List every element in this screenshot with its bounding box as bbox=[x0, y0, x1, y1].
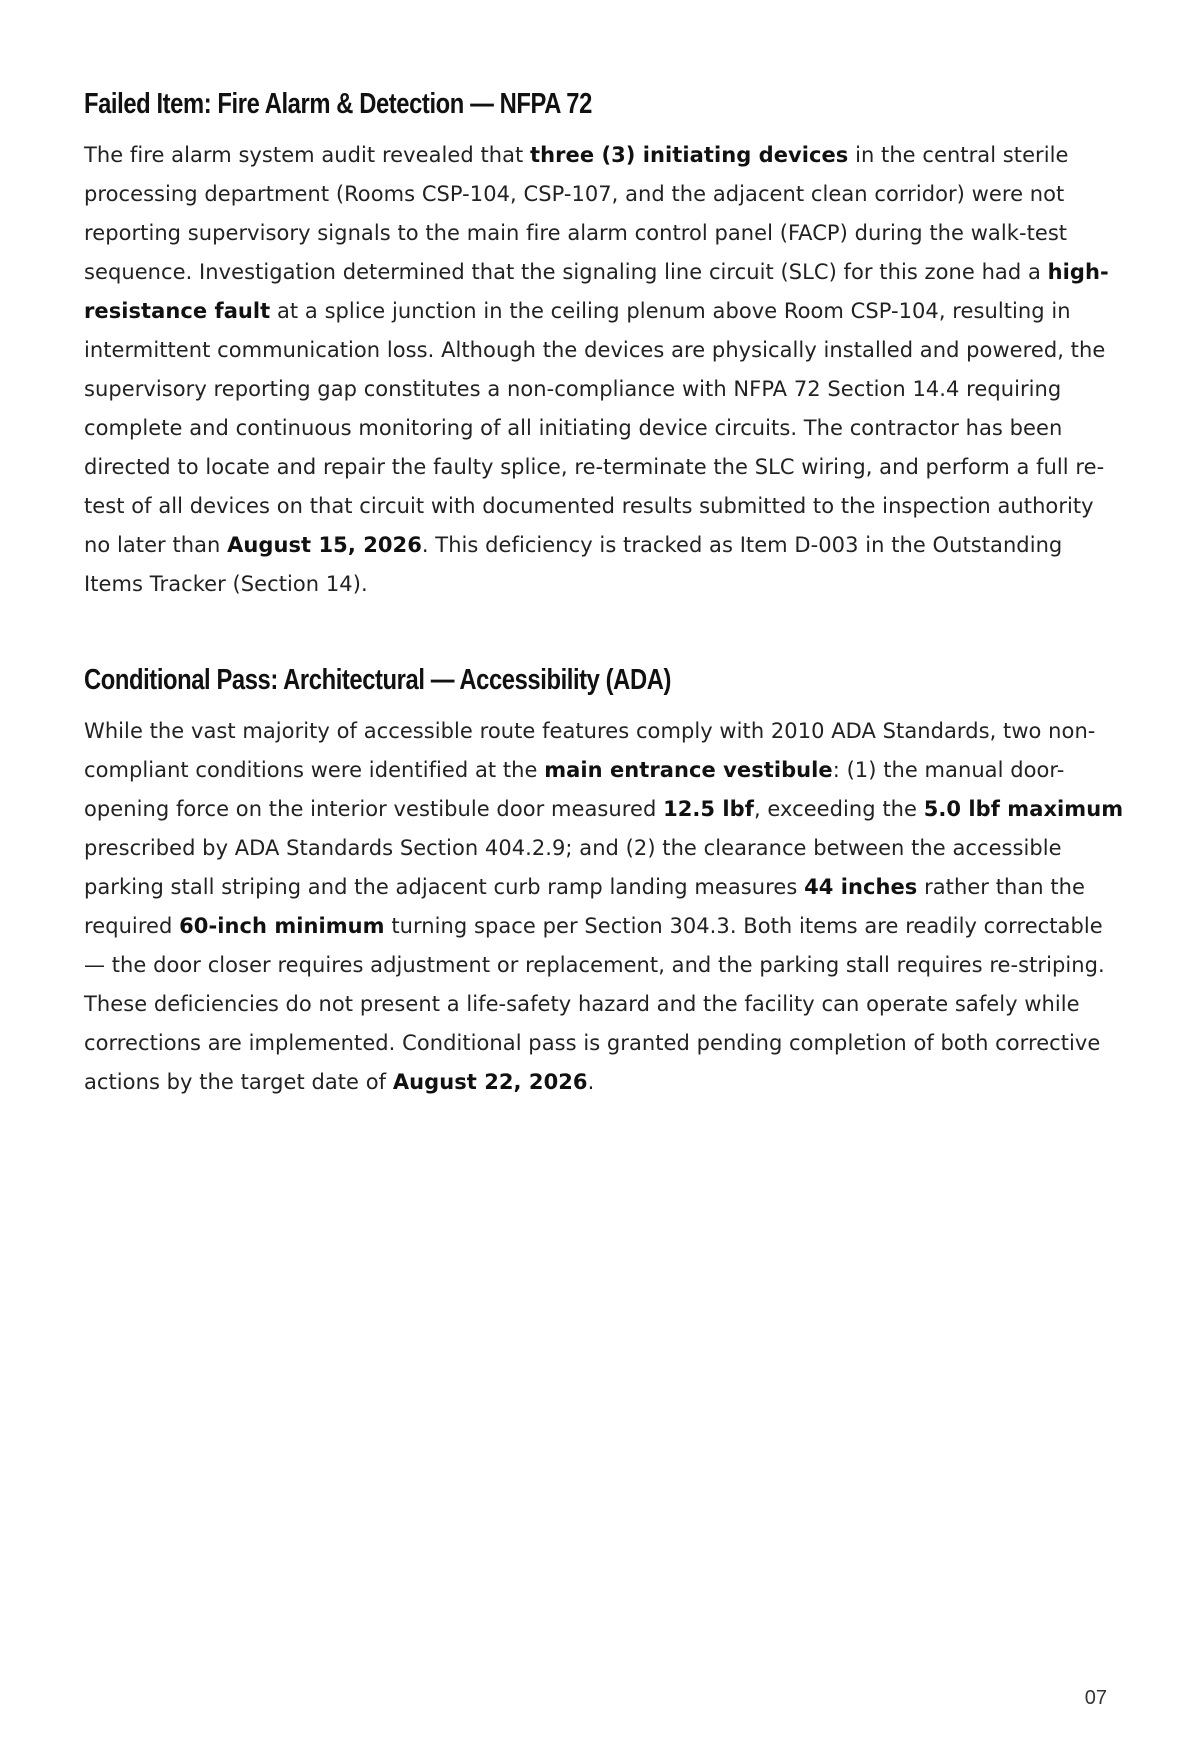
body-text: : (1) the manual door-opening force on the interior vestibule door measured bbox=[84, 758, 1065, 821]
page-number: 07 bbox=[1084, 1687, 1107, 1709]
body-text: . This deficiency is tracked as Item D-003 in the Outstanding Items Tracker (Section 14). bbox=[84, 533, 1063, 596]
body-emphasis: 12.5 lbf bbox=[663, 797, 754, 821]
body-text: While the vast majority of accessible route features comply with 2010 ADA Standards, two non-compliant conditions were identified at the bbox=[84, 719, 1096, 782]
document-page bbox=[84, 84, 1124, 1102]
body-text: prescribed by ADA Standards Section 404.2.9; and (2) the clearance between the accessible parking stall striping and the adjacent curb ramp landing measures bbox=[84, 836, 1062, 899]
body-emphasis: three (3) initiating devices bbox=[530, 143, 849, 167]
body-text: . bbox=[587, 1070, 595, 1094]
body-emphasis: August 15, 2026 bbox=[227, 533, 422, 557]
section-body bbox=[84, 712, 1124, 1102]
body-emphasis: 60-inch minimum bbox=[179, 914, 385, 938]
body-text: , exceeding the bbox=[753, 797, 924, 821]
body-text: turning space per Section 304.3. Both items are readily correctable — the door closer requires adjustment or replacement, and the parking stall requires re-striping. These deficiencies do not present a life-safety hazard and the facility can operate safely while corrections are implemented. Conditional pass is granted pending completion of both corrective actions by the target date of bbox=[84, 914, 1105, 1094]
body-emphasis: 44 inches bbox=[804, 875, 918, 899]
body-text: in the central sterile processing department (Rooms CSP-104, CSP-107, and the adjacent clean corridor) were not reporting supervisory signals to the main fire alarm control panel (FACP) during the walk-test sequence. Investigation determined that the signaling line circuit (SLC) for this zone had a bbox=[84, 143, 1069, 284]
body-emphasis: August 22, 2026 bbox=[392, 1070, 588, 1094]
body-text: rather than the required bbox=[84, 875, 1085, 938]
section-heading: Failed Item: Fire Alarm & Detection — NFPA 72 bbox=[84, 88, 592, 120]
body-text: The fire alarm system audit revealed that bbox=[84, 143, 531, 167]
section-body bbox=[84, 136, 1124, 604]
body-emphasis: 5.0 lbf maximum bbox=[923, 797, 1124, 821]
section-heading: Conditional Pass: Architectural — Accessibility (ADA) bbox=[84, 664, 671, 696]
body-emphasis: high-resistance fault bbox=[84, 260, 1109, 323]
section-accessibility bbox=[84, 660, 1124, 1102]
body-emphasis: main entrance vestibule bbox=[544, 758, 833, 782]
section-fire-alarm bbox=[84, 84, 1124, 604]
body-text: at a splice junction in the ceiling plenum above Room CSP-104, resulting in intermittent communication loss. Although the devices are physically installed and powered, the supervisory reporting gap constitutes a non-compliance with NFPA 72 Section 14.4 requiring complete and continuous monitoring of all initiating device circuits. The contractor has been directed to locate and repair the faulty splice, re-terminate the SLC wiring, and perform a full re-test of all devices on that circuit with documented results submitted to the inspection authority no later than bbox=[84, 299, 1106, 557]
